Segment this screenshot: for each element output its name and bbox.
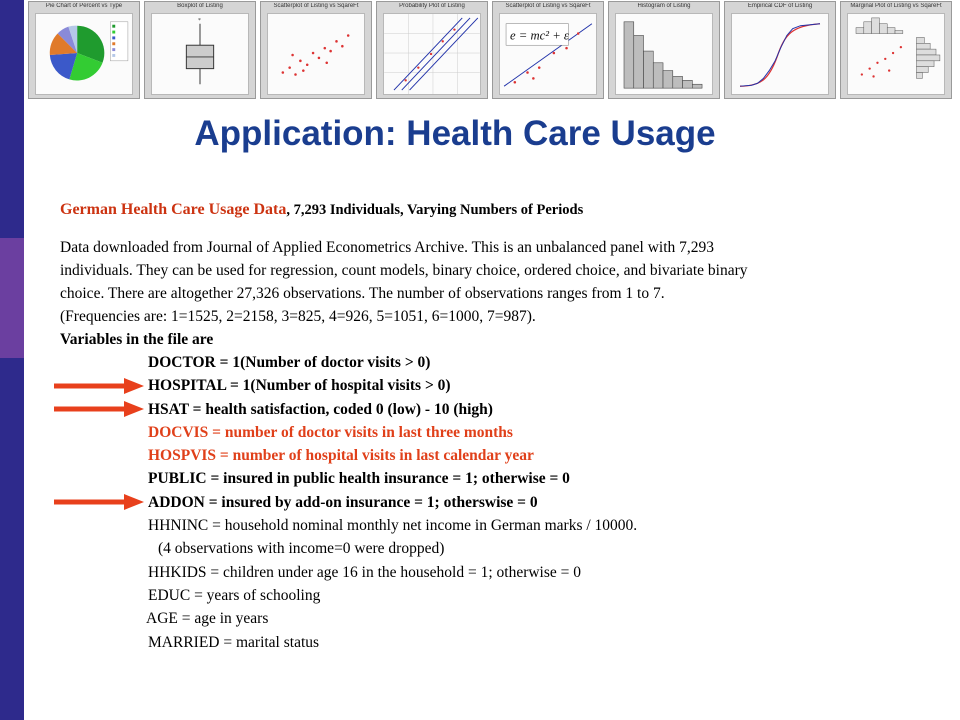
- thumb-caption: Marginal Plot of Listing vs SqareFt: [850, 3, 942, 9]
- variable-item: HHKIDS = children under age 16 in the household = 1; otherwise = 0: [148, 563, 582, 581]
- variable-item: HHNINC = household nominal monthly net income in German marks / 10000.: [148, 517, 638, 535]
- highlight-arrow-icon: [52, 493, 144, 511]
- thumb-plot: [151, 13, 249, 95]
- chart-banner: [24, 0, 960, 100]
- thumb-caption: Boxplot of Listing: [177, 3, 223, 9]
- equation-scatterplot-graphic: [500, 14, 596, 94]
- thumb-caption: Scatterplot of Listing vs SqareFt: [505, 3, 591, 9]
- marginal-plot-graphic: [848, 14, 944, 94]
- thumb-plot: [267, 13, 365, 95]
- variable-item: HOSPVIS = number of hospital visits in last calendar year: [148, 447, 534, 465]
- description-line: choice. There are altogether 27,326 observations. The number of observations ranges from 1 to 7.: [60, 285, 665, 302]
- probability-plot-graphic: [384, 14, 480, 94]
- thumb-plot: [731, 13, 829, 95]
- variable-item: PUBLIC = insured in public health insurance = 1; otherwise = 0: [148, 470, 570, 488]
- highlight-arrow-icon: [52, 377, 144, 395]
- boxplot-thumbnail: [144, 1, 256, 99]
- pie-chart-thumbnail: [28, 1, 140, 99]
- thumb-caption: Scatterplot of Listing vs SqareFt: [273, 3, 359, 9]
- scatterplot-graphic: [268, 14, 364, 94]
- empirical-cdf-thumbnail: [724, 1, 836, 99]
- equation-text: e = mc² + ε: [509, 28, 569, 43]
- thumb-caption: Histogram of Listing: [637, 3, 691, 9]
- variable-item: DOCVIS = number of doctor visits in last three months: [148, 423, 513, 441]
- pie-chart-graphic: [36, 14, 132, 94]
- variable-item: ADDON = insured by add-on insurance = 1; otherswise = 0: [148, 493, 538, 511]
- svg-text:*: *: [198, 17, 201, 24]
- variable-item: DOCTOR = 1(Number of doctor visits > 0): [148, 354, 431, 371]
- description-line: Data downloaded from Journal of Applied Econometrics Archive. This is an unbalanced panel with 7,293: [60, 239, 714, 256]
- probability-plot-thumbnail: [376, 1, 488, 99]
- page-title: Application: Health Care Usage: [194, 114, 716, 153]
- variable-item: AGE = age in years: [146, 610, 269, 628]
- thumb-plot: [35, 13, 133, 95]
- boxplot-graphic: [152, 14, 248, 94]
- variable-list: [148, 351, 920, 654]
- dataset-name: German Health Care Usage Data: [60, 201, 287, 218]
- highlight-arrow-icon: [52, 400, 144, 418]
- variable-item: (4 observations with income=0 were dropped): [158, 540, 445, 558]
- description-paragraph: [60, 236, 920, 328]
- variable-item: HSAT = health satisfaction, coded 0 (low) - 10 (high): [148, 400, 493, 418]
- scatterplot-thumbnail: [260, 1, 372, 99]
- histogram-graphic: [616, 14, 712, 94]
- left-accent-bar: [0, 0, 24, 720]
- description-line: individuals. They can be used for regression, count models, binary choice, ordered choice, and bivariate binary: [60, 262, 748, 279]
- thumb-caption: Empirical CDF of Listing: [747, 3, 813, 9]
- thumb-plot: [383, 13, 481, 95]
- variable-item: MARRIED = marital status: [148, 633, 320, 651]
- variables-heading: Variables in the file are: [60, 331, 214, 348]
- variable-item: HOSPITAL = 1(Number of hospital visits > 0): [148, 377, 451, 395]
- thumb-plot: [615, 13, 713, 95]
- variable-item: EDUC = years of schooling: [148, 586, 321, 604]
- empirical-cdf-graphic: [732, 14, 828, 94]
- marginal-plot-thumbnail: [840, 1, 952, 99]
- description-line: (Frequencies are: 1=1525, 2=2158, 3=825, 4=926, 5=1051, 6=1000, 7=987).: [60, 308, 536, 325]
- histogram-thumbnail: [608, 1, 720, 99]
- thumb-plot: [499, 13, 597, 95]
- dataset-heading: [60, 198, 920, 222]
- thumb-caption: Pie Chart of Percent vs Type: [45, 3, 123, 9]
- equation-scatterplot-thumbnail: [492, 1, 604, 99]
- slide-content: [60, 198, 920, 654]
- thumb-caption: Probability Plot of Listing: [399, 3, 465, 9]
- thumb-plot: [847, 13, 945, 95]
- dataset-summary: , 7,293 Individuals, Varying Numbers of Periods: [286, 202, 584, 218]
- left-accent-segment: [0, 238, 24, 358]
